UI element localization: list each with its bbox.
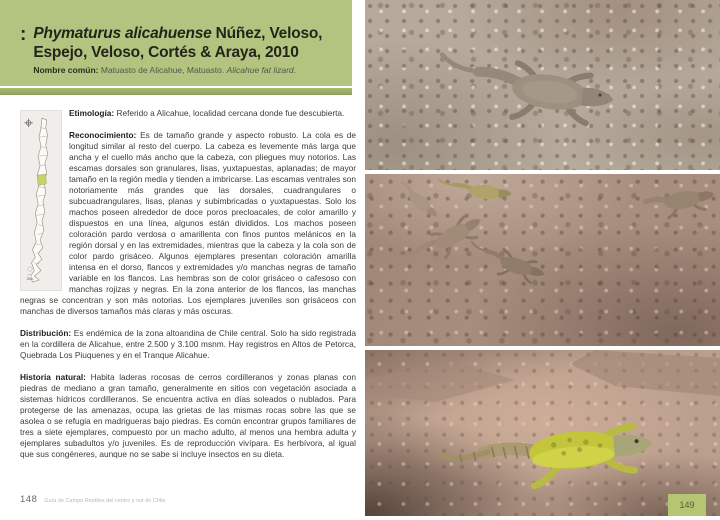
lizard-silhouette: [438, 425, 655, 494]
species-title-line1: [33, 24, 322, 43]
rock-slab: [365, 362, 515, 402]
lizard-yellow-illustration: [365, 350, 720, 516]
common-name-label: Nombre común:: [33, 65, 99, 75]
section-etimologia: [20, 108, 356, 119]
photo-lizard-gravel: [365, 0, 720, 170]
common-name-es: Matuasto de Alicahue, Matuasto.: [98, 65, 227, 75]
species-title-block: [33, 24, 322, 75]
lizard-silhouette: [399, 210, 489, 277]
lizard-gravel-illustration: [365, 0, 720, 170]
section-label: Reconocimiento:: [69, 130, 137, 140]
section-text: Es de tamaño grande y aspecto robusto. La cola es de longitud similar al resto del cuerpo. La cabeza es levemente más larga que ancha y el cuello más ancho que la cabeza, con pliegues muy notorios. Las escamas dorsales son granulares, lisas, yuxtapuestas, aplanadas; de mayor tamaño en la región media y tienden a imbricarse. Las escamas ventrales son notoriamente más grandes que las dorsales, cuadrangulares o subcuadrangulares, lisas, planas y subimbricadas o yuxtapuestas. Solo los machos poseen alrededor de doce poros precloacales, de color amarillo y dispuestos en una línea, algunos están divididos. Los machos poseen coloración pardo verdosa o amarillenta con finos puntos melánicos en la región dorsal y en las extremidades, mientras que la cabeza y la cola son de color pardo grisáceo. Algunos ejemplares presentan coloración amarilla intensa en el dorso, flancos y extremidades y/o manchas negras de tamaño variable en los flancos. Las hembras son de color grisáceo o cafesoso con manchas rojizas y negras. En la zona anterior de los flancos, las manchas negras se concentran y son más notorias. Los ejemplares juveniles son grisáceos con manchas de diversos tamaños más claras y más oscuras.: [20, 130, 356, 316]
header-divider-stripe: [0, 88, 352, 95]
species-authority-1: Núñez, Veloso,: [211, 25, 323, 42]
section-label: Historia natural:: [20, 372, 86, 382]
species-header: [0, 0, 352, 86]
species-bullet-icon: :: [20, 24, 27, 45]
page-number-right-badge: [668, 494, 706, 516]
common-name-en: Alicahue fat lizard.: [226, 65, 297, 75]
lizard-silhouette: [435, 53, 617, 131]
rock-slab: [570, 350, 720, 396]
section-label: Distribución:: [20, 328, 72, 338]
section-distribucion: [20, 328, 356, 361]
section-historia-natural: [20, 372, 356, 460]
lizard-silhouette: [465, 240, 548, 288]
highlighted-region: [37, 174, 46, 185]
species-account-text: [20, 108, 356, 471]
chile-distribution-map: [20, 110, 62, 291]
left-page-footer: [20, 494, 165, 505]
species-authority-2: Espejo, Veloso, Cortés & Araya, 2010: [33, 44, 299, 61]
lizard-family-illustration: [365, 174, 720, 346]
chile-outline: [31, 118, 48, 282]
section-label: Etimología:: [69, 108, 115, 118]
species-title-line2: [33, 43, 322, 62]
chile-map-svg: [21, 111, 61, 290]
section-text: Referido a Alicahue, localidad cercana donde fue descubierta.: [116, 108, 345, 118]
page-number-right: 149: [679, 500, 695, 510]
lizard-silhouette: [645, 186, 717, 221]
section-text: Habita laderas rocosas de cerros cordilleranos y zonas planas con piedras de mediano a gran tamaño, generalmente en sitios con vegetación asociada a sistemas hídricos cordilleranos. Se encuentra activa en días soleados o nublados. Para protegerse de las amenazas, ocupa las grietas de las mismas rocas sobre las que se asolea o se refugia en madrigueras bajo piedras. Es común encontrar grupos familiares de tres a siete ejemplares, compuesto por un macho adulto, al menos una hembra adulta y ejemplares subadultos y/o juveniles. Es de reproducción vivípara. Es herbívora, al igual que sus congéneres, aunque no se sabe si incluye insectos en su dieta.: [20, 372, 356, 459]
lizard-silhouette: [396, 181, 441, 221]
section-reconocimiento: [20, 130, 356, 317]
page-number-left: 148: [20, 494, 38, 505]
species-name: Phymaturus alicahuense: [33, 25, 212, 42]
photo-lizard-yellow-rock: [365, 350, 720, 516]
photo-lizard-family-rock: [365, 174, 720, 346]
section-text: Es endémica de la zona altoandina de Chile central. Solo ha sido registrada en la cordillera de Alicahue, entre 2.500 y 3.100 msnm. Hay registros en Altos de Petorca, Quebrada Los Piuquenes y en el Tranque Alicahue.: [20, 328, 356, 360]
common-name-line: [33, 65, 322, 75]
compass-icon: [24, 119, 33, 128]
book-title-runner: Guía de Campo Reptiles del centro y sur de Chile: [44, 498, 166, 504]
lizard-silhouette: [438, 180, 513, 202]
